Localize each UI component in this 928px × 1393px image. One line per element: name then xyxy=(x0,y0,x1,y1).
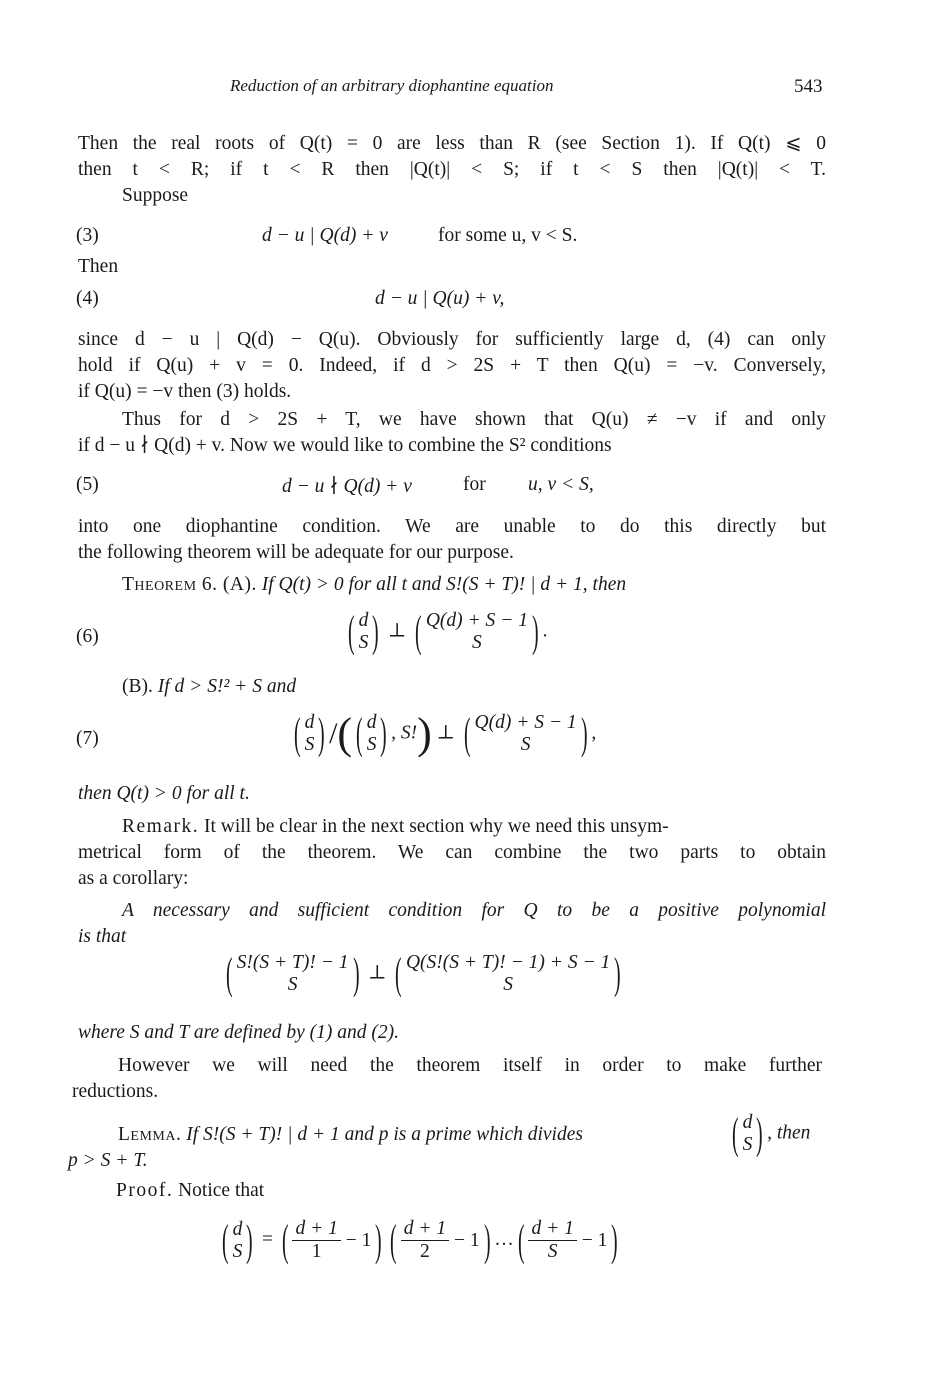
equation-3-tail: for some u, v < S. xyxy=(438,225,578,246)
equation-3: d − u | Q(d) + v xyxy=(262,225,388,246)
binomial: ( Q(d) + S − 1 S ) xyxy=(463,709,588,758)
equation-6: ( d S ) ⊥ ( Q(d) + S − 1 S ) . xyxy=(344,610,547,654)
text-line: Thus for d > 2S + T, we have shown that Q(u) ≠ −v if and only xyxy=(122,409,826,430)
running-title: Reduction of an arbitrary diophantine equation xyxy=(230,76,554,95)
lemma-statement: Lemma. If S!(S + T)! | d + 1 and p is a prime which divides xyxy=(118,1124,583,1145)
corollary-equation: ( S!(S + T)! − 1 S ) ⊥ ( Q(S!(S + T)! − 1) + S − 1 S ) xyxy=(222,952,625,996)
text-line: where S and T are defined by (1) and (2). xyxy=(78,1022,399,1043)
text-line: since d − u | Q(d) − Q(u). Obviously for sufficiently large d, (4) can only xyxy=(78,329,826,350)
proof-equation: ( d S ) = ( $\frac{d + 1}{1}$ − 1 ) ( $\frac{d + 1}{2}$ − 1 ) … ( $\frac{d + 1}{S}$ − 1 ) xyxy=(222,1215,618,1265)
text-line: Then xyxy=(78,256,119,277)
equation-5: d − u ∤ Q(d) + v xyxy=(282,476,412,497)
text-line: if d − u ∤ Q(d) + v. Now we would like to combine the S² conditions xyxy=(78,435,612,456)
equation-number: (5) xyxy=(76,474,99,495)
equation-number: (7) xyxy=(76,728,99,749)
text-line: as a corollary: xyxy=(78,868,189,889)
text-line: then t < R; if t < R then |Q(t)| < S; if t < S then |Q(t)| < T. xyxy=(78,159,826,180)
text-line: the following theorem will be adequate for our purpose. xyxy=(78,542,514,563)
text-line: Suppose xyxy=(122,185,189,206)
text-line: hold if Q(u) + v = 0. Indeed, if d > 2S + T then Q(u) = −v. Conversely, xyxy=(78,355,826,376)
theorem-statement xyxy=(122,572,826,598)
equation-number: (4) xyxy=(76,288,99,309)
lemma-binomial: ( d S ) , then xyxy=(732,1109,811,1158)
text-line: if Q(u) = −v then (3) holds. xyxy=(78,381,292,402)
binomial: ( d S ) xyxy=(294,709,326,758)
page-number: 543 xyxy=(794,76,823,97)
theorem-label: Theorem 6. (A). xyxy=(122,574,257,595)
equation-7: ( d S ) /( ( d S ) , S!) ⊥ ( Q(d) + S − 1 S ) , xyxy=(290,712,596,756)
equation-5-for: for xyxy=(463,474,486,495)
text-line: reductions. xyxy=(72,1081,159,1102)
perp-symbol: ⊥ xyxy=(387,620,407,642)
text-line: into one diophantine condition. We are unable to do this directly but xyxy=(78,516,826,537)
theorem-part-b: (B). If d > S!² + S and xyxy=(122,676,297,697)
text-line: is that xyxy=(78,926,127,947)
binomial: ( Q(d) + S − 1 S ) xyxy=(415,607,539,656)
text-line: metrical form of the theorem. We can combine the two parts to obtain xyxy=(78,842,826,863)
equation-5-tail: u, v < S, xyxy=(528,474,594,495)
text-line: p > S + T. xyxy=(68,1150,148,1171)
proof-line: Proof. Notice that xyxy=(116,1180,265,1201)
binomial: ( d S ) xyxy=(348,607,380,656)
equation-number: (6) xyxy=(76,626,99,647)
theorem-text: If Q(t) > 0 for all t and S!(S + T)! | d + 1, then xyxy=(261,574,627,595)
remark-line: Remark. It will be clear in the next section why we need this unsym- xyxy=(122,816,669,837)
text-line: Then the real roots of Q(t) = 0 are less than R (see Section 1). If Q(t) ⩽ 0 xyxy=(78,133,826,154)
text-line: A necessary and sufficient condition for Q to be a positive polynomial xyxy=(122,900,826,921)
binomial: ( S!(S + T)! − 1 S ) xyxy=(226,949,360,998)
text-line: However we will need the theorem itself in order to make further xyxy=(118,1055,822,1076)
binomial: ( d S ) xyxy=(356,709,388,758)
equation-4: d − u | Q(u) + v, xyxy=(375,288,505,309)
equation-number: (3) xyxy=(76,225,99,246)
text-line: then Q(t) > 0 for all t. xyxy=(78,783,250,804)
binomial: ( Q(S!(S + T)! − 1) + S − 1 S ) xyxy=(395,949,621,998)
